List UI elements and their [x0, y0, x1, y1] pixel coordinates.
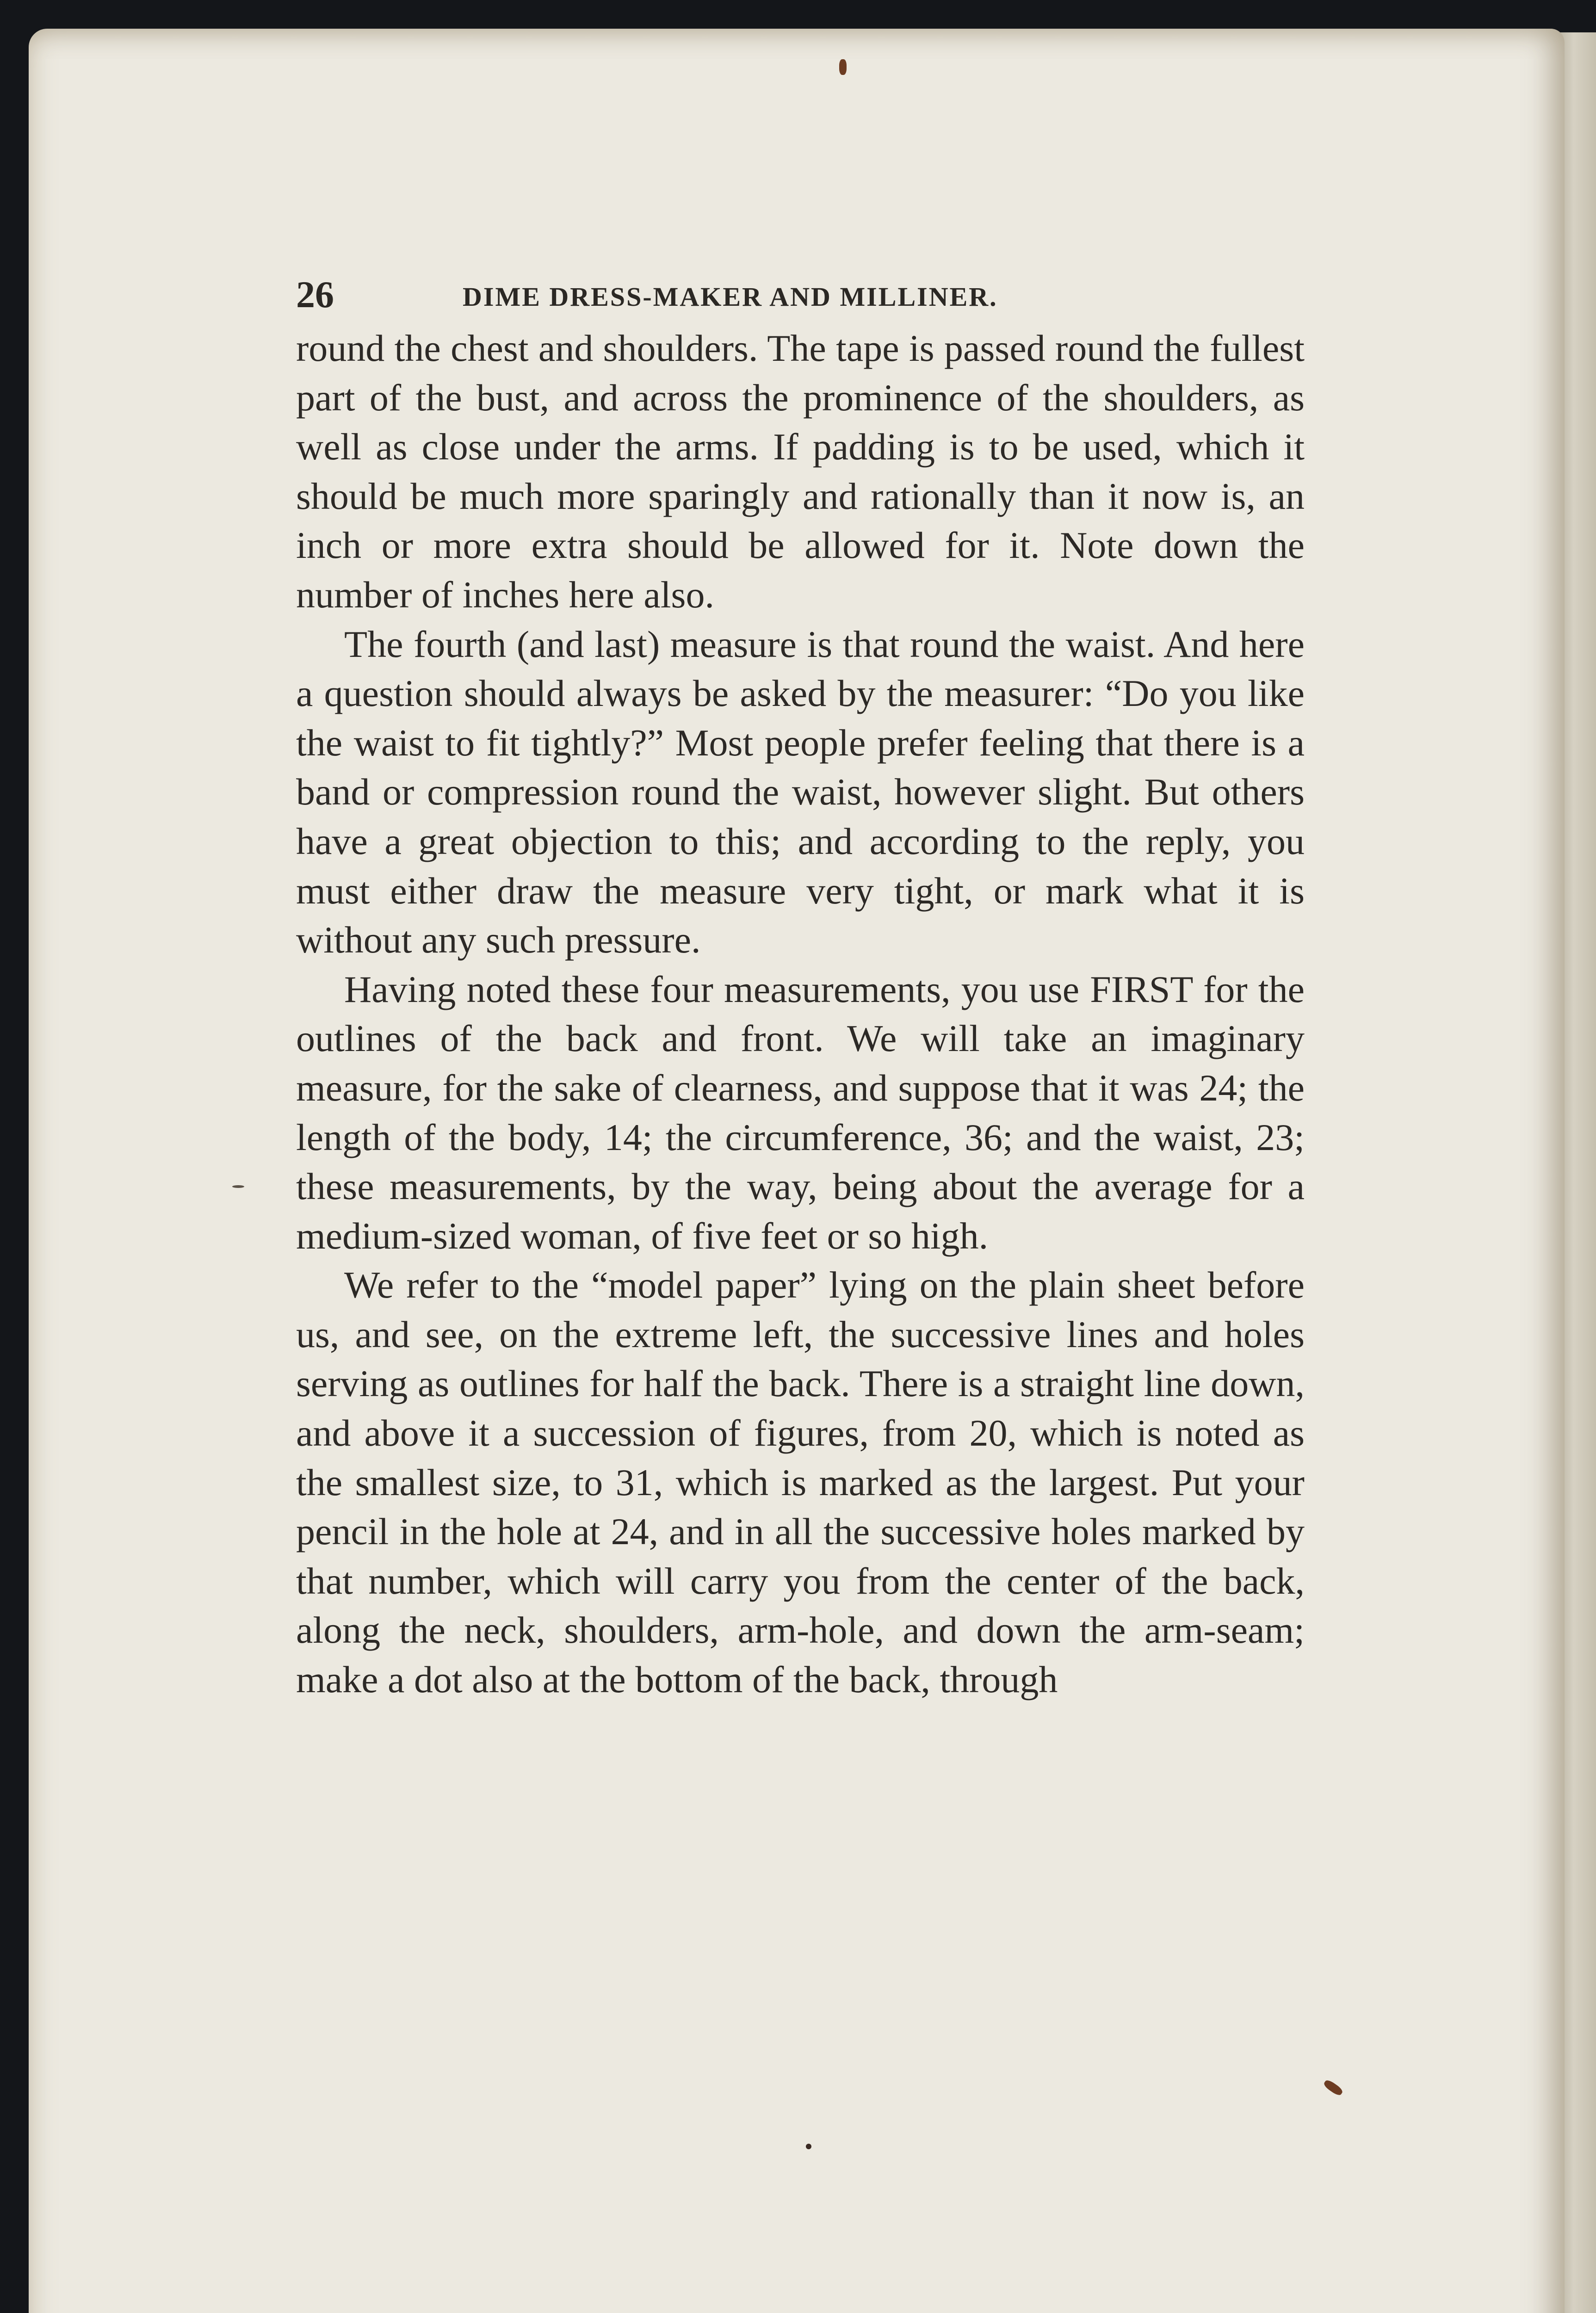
body-text [296, 324, 1305, 1705]
ink-speck [839, 59, 847, 75]
running-head-title: DIME DRESS-MAKER AND MILLINER. [463, 282, 998, 312]
running-head [296, 273, 1305, 324]
page-content [296, 273, 1305, 1705]
page-number: 26 [296, 273, 334, 315]
paragraph-model-paper: We refer to the “model paper” lying on the plain sheet before us, and see, on the extreme left, the successive lines and holes serving as outlines for half the back. There is a straight line down, and above it a succession of figures, from 20, which is noted as the smallest size, to 31, which is marked as the largest. Put your pencil in the hole at 24, and in all the successive holes marked by that number, which will carry you from the center of the back, along the neck, shoulders, arm-hole, and down the arm-seam; make a dot also at the bottom of the back, through [296, 1264, 1305, 1701]
ink-speck [806, 2144, 811, 2149]
ink-speck [232, 1185, 244, 1188]
paragraph-continued: round the chest and shoulders. The tape is passed round the fullest part of the bust, and across the prominence of the shoulders, as well as close under the arms. If padding is to be used, which it should be much more sparingly and rationally than it now is, an inch or more extra should be allowed for it. Note down the number of inches here also. [296, 327, 1305, 616]
paragraph-measurements: Having noted these four measurements, you use FIRST for the outlines of the back and front. We will take an imaginary measure, for the sake of clearness, and suppose that it was 24; the length of the body, 14; the circumference, 36; and the waist, 23; these measurements, by the way, being about the average for a medium-sized woman, of five feet or so high. [296, 968, 1305, 1257]
paragraph-fourth-measure: The fourth (and last) measure is that round the waist. And here a question should always be asked by the measurer: “Do you like the waist to fit tightly?” Most people prefer feeling that there is a band or compression round the waist, however slight. But others have a great objection to this; and according to the reply, you must either draw the measure very tight, or mark what it is without any such pressure. [296, 623, 1305, 961]
ink-speck [1323, 2078, 1344, 2097]
